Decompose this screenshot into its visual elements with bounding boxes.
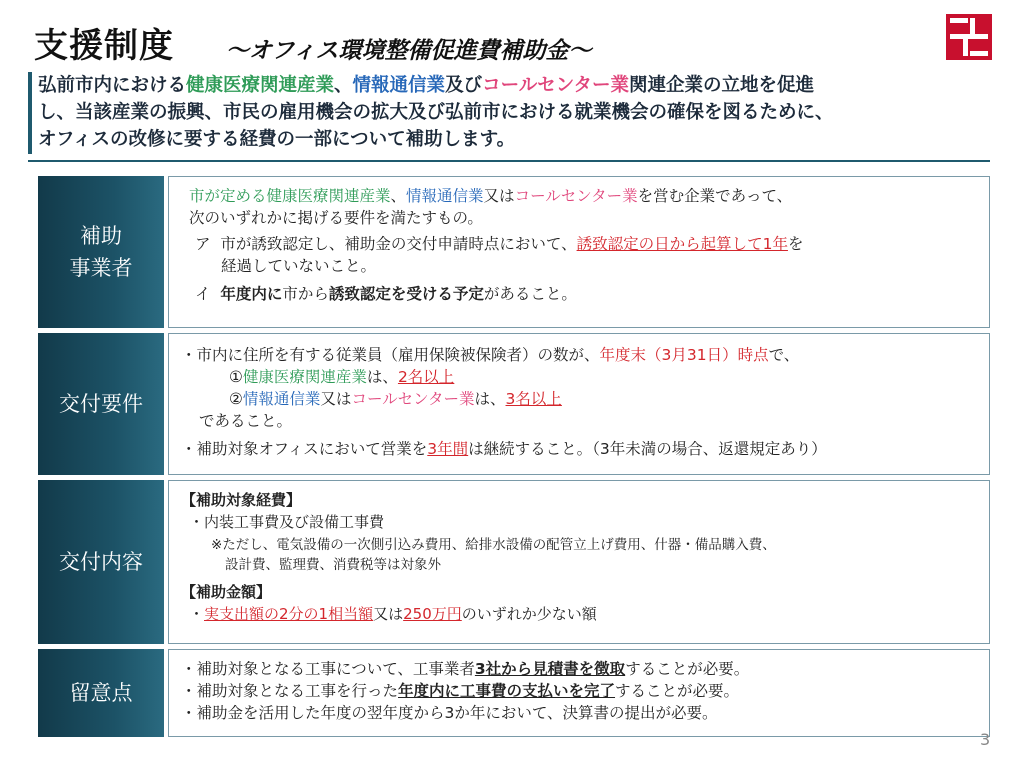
content-heading-expenses: 【補助対象経費】 [181,491,302,509]
intro-line-1: 弘前市内における健康医療関連産業、情報通信業及びコールセンター業関連企業の立地を促進 [38,75,814,96]
intro-text [38,72,990,153]
intro-line-2: し、当該産業の振興、市民の雇用機会の拡大及び弘前市における就業機会の確保を図るために、 [38,102,834,123]
content-note-2: 設計費、監理費、消費税等は対象外 [225,557,441,573]
content-heading-amount: 【補助金額】 [181,583,272,601]
city-logo-icon [946,14,992,60]
slide-subtitle: ～オフィス環境整備促進費補助金～ [226,38,592,64]
row-content [168,480,990,644]
row-heading-label: 交付要件 [59,392,143,416]
eligible-item-a-cont: 経過していないこと。 [221,257,377,275]
eligible-line-1: 市が定める健康医療関連産業、情報通信業又はコールセンター業を営む企業であって、 [189,187,793,205]
req-line-2: ①健康医療関連産業は、2名以上 [229,368,455,386]
slide-header [34,14,994,64]
row-heading [38,333,164,475]
row-grant-content [38,480,990,644]
note-line-3: ・補助金を活用した年度の翌年度から3か年において、決算書の提出が必要。 [181,704,718,722]
row-heading-label: 補助 事業者 [69,224,133,280]
req-line-3: ②情報通信業又はコールセンター業は、3名以上 [229,390,562,408]
row-notes [38,649,990,737]
content-line-amount: ・実支出額の2分の1相当額又は250万円のいずれか少ない額 [189,605,597,623]
content-line-expenses: ・内装工事費及び設備工事費 [189,513,385,531]
row-content [168,649,990,737]
note-line-1: ・補助対象となる工事について、工事業者3社から見積書を徴取することが必要。 [181,660,750,678]
row-eligible-business [38,176,990,328]
intro-accent-bar [28,72,32,154]
intro-divider [28,160,990,162]
note-line-2: ・補助対象となる工事を行った年度内に工事費の支払いを完了することが必要。 [181,682,740,700]
row-content [168,176,990,328]
row-grant-requirements [38,333,990,475]
row-heading [38,176,164,328]
row-heading [38,480,164,644]
req-line-4: であること。 [199,412,293,430]
eligible-item-i: イ 年度内に市から誘致認定を受ける予定があること。 [195,285,577,303]
intro-line-3: オフィスの改修に要する経費の一部について補助します。 [38,129,516,150]
row-heading-label: 留意点 [69,681,133,705]
req-line-5: ・補助対象オフィスにおいて営業を3年間は継続すること。（3年未満の場合、返還規定あり） [181,440,827,458]
eligible-line-2: 次のいずれかに掲げる要件を満たすもの。 [189,209,483,227]
row-content [168,333,990,475]
slide-title: 支援制度 [34,26,174,66]
row-heading [38,649,164,737]
content-note-1: ※ただし、電気設備の一次側引込み費用、給排水設備の配管立上げ費用、什器・備品購入費、 [211,537,776,553]
req-line-1: ・市内に住所を有する従業員（雇用保険被保険者）の数が、年度末（3月31日）時点で、 [181,346,800,364]
row-heading-label: 交付内容 [59,550,143,574]
eligible-item-a: ア 市が誘致認定し、補助金の交付申請時点において、誘致認定の日から起算して1年を [195,235,804,253]
page-number: 3 [980,730,991,749]
